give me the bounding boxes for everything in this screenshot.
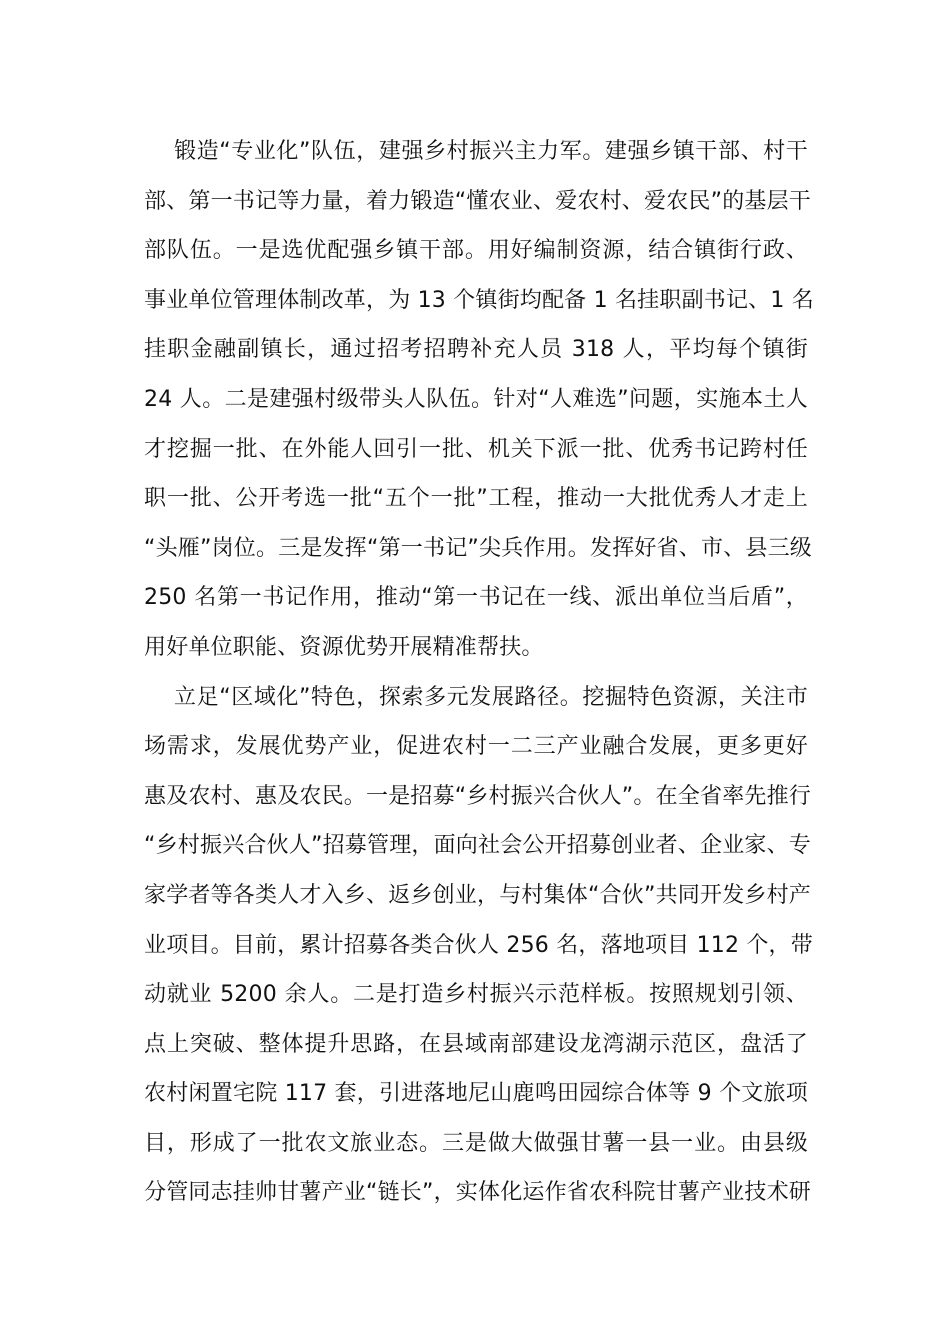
paragraph-2-line-5: 家学者等各类人才入乡、返乡创业，与村集体“合伙”共同开发乡村产 (144, 882, 811, 908)
paragraph-1-line-11: 用好单位职能、资源优势开展精准帮扶。 (144, 634, 544, 660)
paragraph-1-line-6: 24 人。二是建强村级带头人队伍。针对“人难选”问题，实施本土人 (144, 386, 808, 412)
paragraph-2-line-4: “乡村振兴合伙人”招募管理，面向社会公开招募创业者、企业家、专 (144, 833, 811, 859)
document-body (144, 127, 814, 1218)
paragraph-1-line-7: 才挖掘一批、在外能人回引一批、机关下派一批、优秀书记跨村任 (144, 436, 808, 462)
paragraph-1-line-5: 挂职金融副镇长，通过招考招聘补充人员 318 人，平均每个镇街 (144, 337, 808, 363)
paragraph-1-line-1: 锻造“专业化”队伍，建强乡村振兴主力军。建强乡镇干部、村干 (174, 139, 808, 164)
paragraph-2-line-7: 动就业 5200 余人。二是打造乡村振兴示范样板。按照规划引领、 (144, 982, 808, 1008)
paragraph-1-line-3: 部队伍。一是选优配强乡镇干部。用好编制资源，结合镇街行政、 (144, 238, 808, 264)
paragraph-2-line-10: 目，形成了一批农文旅业态。三是做大做强甘薯一县一业。由县级 (144, 1130, 808, 1156)
paragraph-2-line-3: 惠及农村、惠及农民。一是招募“乡村振兴合伙人”。在全省率先推行 (144, 783, 811, 809)
paragraph-2-line-1: 立足“区域化”特色，探索多元发展路径。挖掘特色资源，关注市 (174, 684, 808, 710)
paragraph-2-line-2: 场需求，发展优势产业，促进农村一二三产业融合发展，更多更好 (144, 734, 808, 760)
paragraph-1-line-8: 职一批、公开考选一批“五个一批”工程，推动一大批优秀人才走上 (144, 486, 808, 512)
paragraph-2-line-6: 业项目。目前，累计招募各类合伙人 256 名，落地项目 112 个，带 (144, 932, 813, 958)
paragraph-2-line-8: 点上突破、整体提升思路，在县域南部建设龙湾湖示范区，盘活了 (144, 1031, 808, 1057)
paragraph-1-line-4: 事业单位管理体制改革，为 13 个镇街均配备 1 名挂职副书记、1 名 (144, 287, 814, 313)
paragraph-2-line-9: 农村闲置宅院 117 套，引进落地尼山鹿鸣田园综合体等 9 个文旅项 (144, 1081, 808, 1107)
paragraph-2-line-11: 分管同志挂帅甘薯产业“链长”，实体化运作省农科院甘薯产业技术研 (144, 1180, 811, 1206)
paragraph-1-line-10: 250 名第一书记作用，推动“第一书记在一线、派出单位当后盾”， (144, 585, 808, 611)
paragraph-1-line-2: 部、第一书记等力量，着力锻造“懂农业、爱农村、爱农民”的基层干 (144, 188, 811, 214)
paragraph-1-line-9: “头雁”岗位。三是发挥“第一书记”尖兵作用。发挥好省、市、县三级 (144, 535, 812, 561)
